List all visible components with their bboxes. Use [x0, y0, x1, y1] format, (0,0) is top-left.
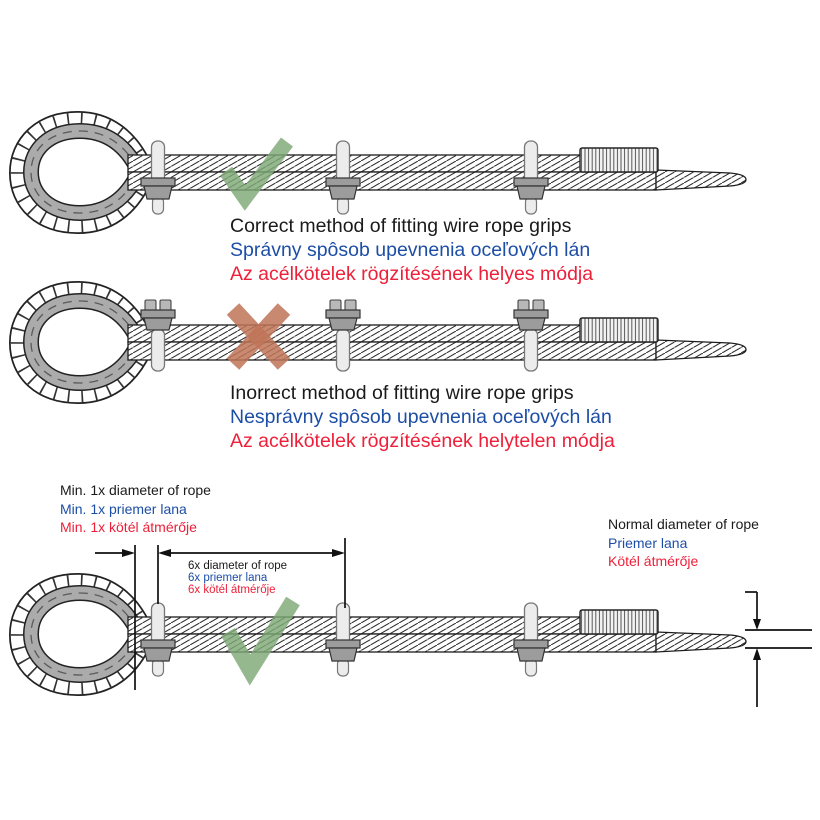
six-diameter-label-en: 6x diameter of rope [188, 560, 288, 572]
min-diameter-label-en: Min. 1x diameter of rope [60, 482, 211, 498]
min-diameter-label [60, 481, 211, 537]
wire-rope-grip [141, 141, 175, 214]
wire-rope-grip [514, 603, 548, 676]
normal-diameter-label [608, 515, 759, 571]
rope-with-thimble [19, 583, 746, 686]
normal-diameter-label-sk: Priemer lana [608, 534, 688, 551]
wire-rope-grip [141, 603, 175, 676]
min-diameter-label-hu: Min. 1x kötél átmérője [60, 519, 197, 535]
wire-rope-grip [326, 141, 360, 214]
correct-caption-hu: Az acélkötelek rögzítésének helyes módja [230, 263, 594, 285]
six-diameter-label-hu: 6x kötél átmérője [188, 584, 276, 596]
normal-diameter-label-hu: Kötél átmérője [608, 553, 699, 569]
correct-caption-en: Correct method of fitting wire rope grips [230, 215, 572, 237]
correct-caption-sk: Správny spôsob upevnenia oceľových lán [230, 239, 591, 261]
wire-rope-grip [514, 141, 548, 214]
min-diameter-label-sk: Min. 1x priemer lana [60, 500, 187, 517]
incorrect-rope-assembly [19, 291, 746, 394]
incorrect-caption-en: Inorrect method of fitting wire rope grips [230, 382, 574, 404]
rope-with-thimble [19, 121, 746, 224]
incorrect-caption-sk: Nesprávny spôsob upevnenia oceľových lán [230, 406, 612, 428]
six-diameter-label [188, 560, 287, 596]
correct-caption [230, 214, 593, 286]
correct-rope-assembly [19, 121, 746, 224]
dimensioned-rope-assembly [19, 583, 746, 686]
rope-with-thimble [19, 291, 746, 394]
incorrect-caption [230, 381, 615, 453]
wire-rope-grip [326, 603, 360, 676]
normal-diameter-label-en: Normal diameter of rope [608, 516, 759, 532]
incorrect-caption-hu: Az acélkötelek rögzítésének helytelen módja [230, 430, 615, 452]
six-diameter-label-sk: 6x priemer lana [188, 572, 268, 584]
